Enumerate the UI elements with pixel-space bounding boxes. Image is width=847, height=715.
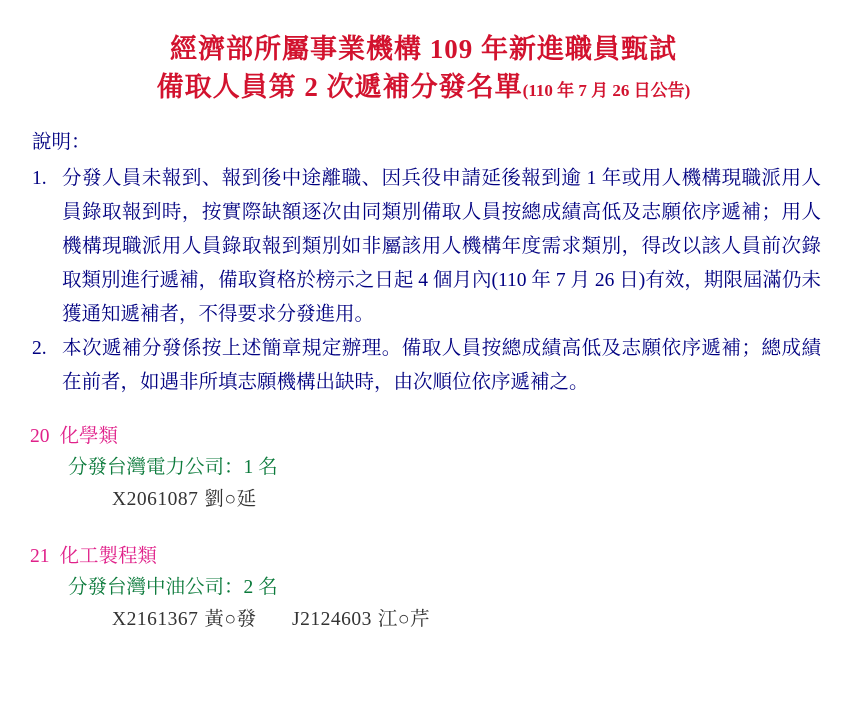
assignee-id: X2161367 (112, 609, 199, 630)
category-name: 化學類 (59, 426, 119, 447)
note-label: 說明： (32, 132, 91, 153)
assignee-name: 江○芹 (377, 609, 431, 630)
note-item (32, 332, 821, 400)
category-heading (30, 542, 821, 572)
assignee-id: X2061087 (112, 489, 199, 510)
note-item-number: 2. (32, 338, 47, 359)
title-line-2-main: 備取人員第 2 次遞補分發名單 (156, 72, 523, 102)
document-title (26, 30, 821, 110)
category-name: 化工製程類 (59, 546, 158, 567)
category-sections (26, 422, 821, 636)
list-item (112, 604, 257, 636)
category-code: 21 (30, 546, 50, 567)
note-item-number: 1. (32, 168, 47, 189)
assignee-name: 劉○延 (204, 489, 257, 510)
note-item (32, 162, 821, 332)
category-section (26, 542, 821, 636)
note-item-text: 分發人員未報到、報到後中途離職、因兵役申請延後報到逾 1 年或用人機構現職派用人員錄取報到時，按實際缺額逐次由同類別備取人員按總成績高低及志願依序遞補；用人機構現職派用人員錄取報到類別如非屬該用人機構年度需求類別，得改以該人員前次錄取類別進行遞補，備取資格於榜示之日起 4 個月內(110 年 7 月 26 日)有效，期限屆滿仍未獲通知遞補者，不得要求分發進用。 (62, 168, 821, 325)
assignment-organization: 分發台灣中油公司：2 名 (68, 577, 278, 598)
title-line-2 (26, 68, 821, 110)
document-body (26, 126, 821, 400)
assignment-organization: 分發台灣電力公司：1 名 (68, 457, 278, 478)
category-heading (30, 422, 821, 452)
assignee-list (112, 604, 821, 636)
list-item (112, 484, 257, 516)
title-announcement-note: (110 年 7 月 26 日公告) (522, 81, 691, 100)
assignee-list (112, 484, 821, 516)
note-item-text: 本次遞補分發係按上述簡章規定辦理。備取人員按總成績高低及志願依序遞補；總成績在前者，如遇非所填志願機構出缺時，由次順位依序遞補之。 (62, 338, 821, 393)
list-item (292, 604, 430, 636)
assignee-id: J2124603 (292, 609, 372, 630)
title-line-1: 經濟部所屬事業機構 109 年新進職員甄試 (170, 34, 677, 64)
category-section (26, 422, 821, 516)
assignee-name: 黃○發 (204, 609, 257, 630)
category-code: 20 (30, 426, 50, 447)
